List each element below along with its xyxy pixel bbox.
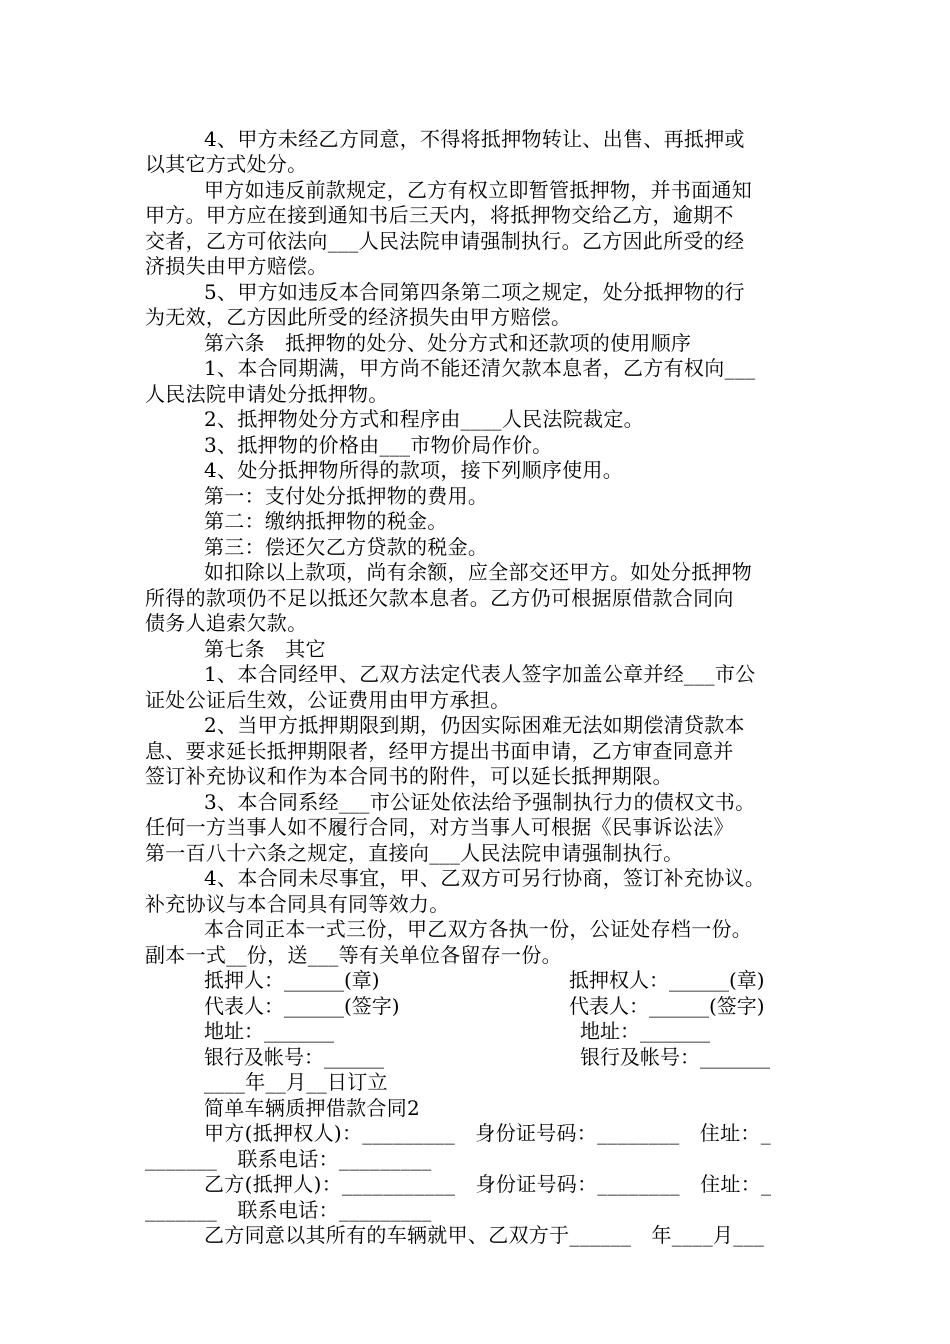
- text-line: 第一百八十六条之规定，直接向___人民法院申请强制执行。: [145, 841, 684, 865]
- signature-left-address: 地址：_______: [204, 1019, 334, 1043]
- text-line: 1、本合同期满，甲方尚不能还清欠款本息者，乙方有权向___: [204, 356, 756, 380]
- text-line: 副本一式__份，送___等有关单位各留存一份。: [145, 943, 562, 967]
- text-line: 债务人追索欠款。: [145, 611, 308, 635]
- text-line: 4、处分抵押物所得的款项，接下列顺序使用。: [204, 458, 624, 482]
- text-line: 济损失由甲方赔偿。: [145, 254, 328, 278]
- signature-right-representative: 代表人：______(签字): [569, 994, 765, 1018]
- text-line: 乙方同意以其所有的车辆就甲、乙双方于______ 年____月___: [204, 1223, 765, 1247]
- signature-left-mortgagor: 抵押人：______(章): [204, 968, 380, 992]
- text-line: 甲方如违反前款规定，乙方有权立即暂管抵押物，并书面通知: [204, 178, 753, 202]
- signature-left-bank-account: 银行及帐号：______: [204, 1045, 384, 1069]
- text-line: 1、本合同经甲、乙双方法定代表人签字加盖公章并经___市公: [204, 662, 756, 686]
- signature-right-address: 地址：_______: [580, 1019, 710, 1043]
- text-line: 交者，乙方可依法向___人民法院申请强制执行。乙方因此所受的经: [145, 229, 745, 253]
- text-line: 5、甲方如违反本合同第四条第二项之规定，处分抵押物的行: [204, 280, 745, 304]
- signature-right-bank-account: 银行及帐号：_______: [580, 1045, 770, 1069]
- text-line: 补充协议与本合同具有同等效力。: [145, 892, 450, 916]
- text-line: 任何一方当事人如不履行合同，对方当事人可根据《民事诉讼法》: [145, 815, 734, 839]
- text-line: 签订补充协议和作为本合同书的附件，可以延长抵押期限。: [145, 764, 673, 788]
- party-b-phone-line: _______ 联系电话：_________: [145, 1198, 432, 1222]
- party-a-phone-line: _______ 联系电话：_________: [145, 1147, 432, 1171]
- text-line: 3、本合同系经___市公证处依法给予强制执行力的债权文书。: [204, 790, 756, 814]
- text-line: 本合同正本一式三份，甲乙双方各执一份，公证处存档一份。: [204, 917, 753, 941]
- text-line: 4、甲方未经乙方同意，不得将抵押物转让、出售、再抵押或: [204, 127, 745, 151]
- party-a-line: 甲方(抵押权人)：_________ 身份证号码：________ 住址：_: [204, 1121, 772, 1145]
- text-line: 人民法院申请处分抵押物。: [145, 382, 389, 406]
- signature-left-representative: 代表人：______(签字): [204, 994, 400, 1018]
- text-line: 如扣除以上款项，尚有余额，应全部交还甲方。如处分抵押物: [204, 560, 753, 584]
- text-line: 第一：支付处分抵押物的费用。: [204, 484, 489, 508]
- section-heading: 第六条 抵押物的处分、处分方式和还款项的使用顺序: [204, 331, 692, 355]
- text-line: 为无效，乙方因此所受的经济损失由甲方赔偿。: [145, 305, 572, 329]
- signature-right-mortgagee: 抵押权人：______(章): [569, 968, 765, 992]
- party-b-line: 乙方(抵押人)：___________ 身份证号码：________ 住址：_: [204, 1172, 772, 1196]
- text-line: 2、抵押物处分方式和程序由____人民法院裁定。: [204, 407, 644, 431]
- text-line: 第三：偿还欠乙方贷款的税金。: [204, 535, 489, 559]
- text-line: 2、当甲方抵押期限到期，仍因实际困难无法如期偿清贷款本: [204, 713, 745, 737]
- text-line: 3、抵押物的价格由___市物价局作价。: [204, 433, 553, 457]
- section-heading: 第七条 其它: [204, 637, 326, 661]
- text-line: 以其它方式处分。: [145, 152, 308, 176]
- second-contract-title: 简单车辆质押借款合同2: [204, 1096, 421, 1120]
- text-line: 4、本合同未尽事宜，甲、乙双方可另行协商，签订补充协议。: [204, 866, 766, 890]
- text-line: 息、要求延长抵押期限者，经甲方提出书面申请，乙方审查同意并: [145, 739, 734, 763]
- date-line: ____年__月__日订立: [204, 1070, 388, 1094]
- text-line: 所得的款项仍不足以抵还欠款本息者。乙方仍可根据原借款合同向: [145, 586, 734, 610]
- text-line: 证处公证后生效，公证费用由甲方承担。: [145, 688, 511, 712]
- text-line: 甲方。甲方应在接到通知书后三天内，将抵押物交给乙方，逾期不: [145, 203, 734, 227]
- text-line: 第二：缴纳抵押物的税金。: [204, 509, 448, 533]
